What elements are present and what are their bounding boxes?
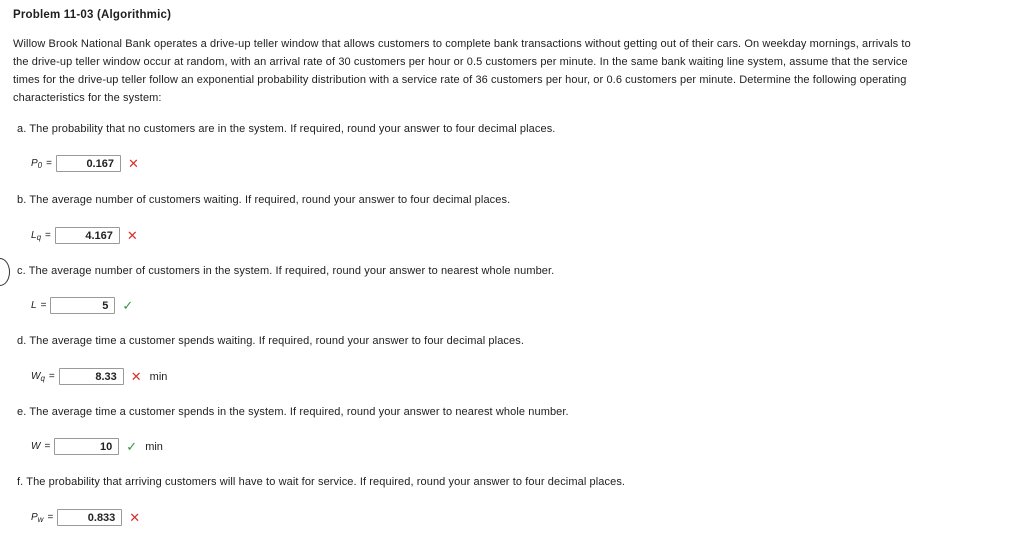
answer-row-d [31,368,167,385]
answer-row-b [31,227,138,244]
answer-row-e [31,438,163,455]
correct-check-icon: ✓ [122,298,134,313]
equals-sign: = [46,158,52,169]
intro-line: Willow Brook National Bank operates a drive-up teller window that allows customers to complete bank transactions without getting out of their cars. On weekday mornings, arrivals to [13,38,911,50]
variable-label: $P_w$ [31,511,44,524]
question-f-text: f. The probability that arriving customers will have to wait for service. If required, round your answer to four decimal places. [17,476,626,488]
question-d-text: d. The average time a customer spends waiting. If required, round your answer to four decimal places. [17,335,524,347]
answer-input-f[interactable]: 0.833 [57,509,122,526]
incorrect-x-icon: ✕ [127,156,139,171]
equals-sign: = [45,230,51,241]
variable-label: L [31,299,37,311]
incorrect-x-icon: ✕ [130,369,142,384]
page-left-edge-marker [0,258,10,286]
intro-line: characteristics for the system: [13,92,162,104]
answer-row-f [31,509,140,526]
equals-sign: = [47,512,54,523]
answer-input-d[interactable]: 8.33 [59,368,124,385]
problem-intro [13,35,1017,107]
equals-sign: = [44,441,51,452]
question-e-text: e. The average time a customer spends in the system. If required, round your answer to nearest whole number. [17,406,569,418]
variable-label: W [31,440,41,452]
equals-sign: = [40,300,47,311]
question-c-text: c. The average number of customers in the system. If required, round your answer to nearest whole number. [17,265,555,277]
correct-check-icon: ✓ [126,439,138,454]
answer-input-e[interactable]: 10 [54,438,119,455]
question-b-text: b. The average number of customers waiting. If required, round your answer to four decimal places. [17,194,511,206]
unit-label: min [145,440,163,453]
unit-label: min [149,370,168,383]
variable-label: $L_q$ [31,229,42,242]
question-a-text: a. The probability that no customers are in the system. If required, round your answer to four decimal places. [17,123,556,135]
variable-label: $P_0$ [31,157,43,170]
answer-input-c[interactable]: 5 [50,297,115,314]
intro-line: the drive-up teller window occur at random, with an arrival rate of 30 customers per hour or 0.5 customers per minute. In the same bank waiting line system, assume that the service [13,56,908,68]
incorrect-x-icon: ✕ [129,510,141,525]
problem-title: Problem 11-03 (Algorithmic) [13,9,172,21]
answer-input-b[interactable]: 4.167 [55,227,120,244]
incorrect-x-icon: ✕ [126,228,138,243]
equals-sign: = [48,371,55,382]
variable-label: $W_q$ [31,370,45,383]
answer-input-a[interactable]: 0.167 [56,155,121,172]
answer-row-c [31,297,133,314]
intro-line: times for the drive-up teller follow an exponential probability distribution with a service rate of 36 customers per hour, or 0.6 customers per minute. Determine the following operating [13,74,907,86]
answer-row-a [31,155,139,172]
